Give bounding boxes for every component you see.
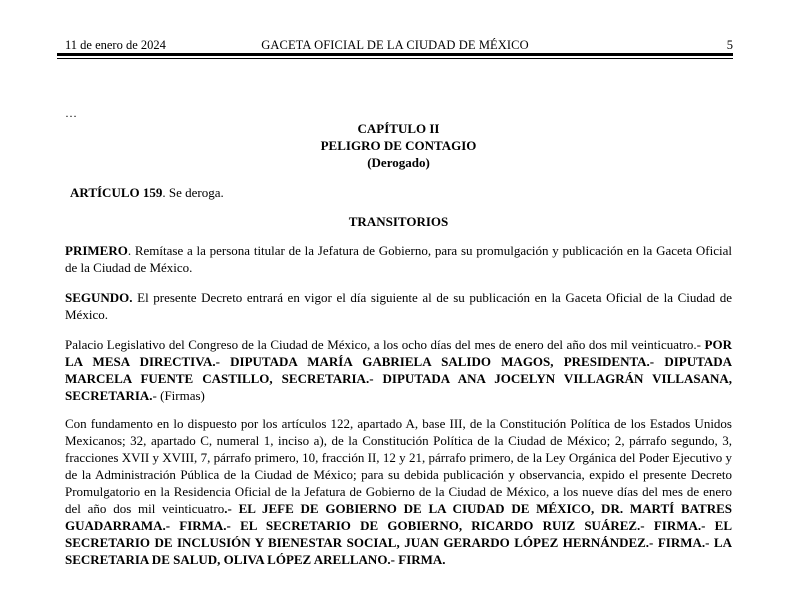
header-rule-thin <box>57 58 733 59</box>
article-text: . Se deroga. <box>162 185 224 200</box>
header-date: 11 de enero de 2024 <box>65 38 166 52</box>
chapter-heading <box>65 120 732 171</box>
header-publication-title: GACETA OFICIAL DE LA CIUDAD DE MÉXICO <box>261 38 529 52</box>
palacio-text: Palacio Legislativo del Congreso de la Ciudad de México, a los ocho días del mes de enero del año dos mil veinticuatro.- <box>65 337 705 352</box>
transitorio-primero <box>65 242 732 276</box>
primero-text: . Remítase a la persona titular de la Jefatura de Gobierno, para su promulgación y publicación en la Gaceta Oficial de la Ciudad de México. <box>65 243 732 275</box>
segundo-label: SEGUNDO. <box>65 290 133 305</box>
chapter-title: PELIGRO DE CONTAGIO <box>320 138 477 153</box>
fundamento-signatories: .- EL JEFE DE GOBIERNO DE LA CIUDAD DE MÉXICO, DR. MARTÍ BATRES GUADARRAMA.- FIRMA.- EL SECRETARIO DE GOBIERNO, RICARDO RUIZ SUÁREZ.- FIRMA.- EL SECRETARIO DE INCLUSIÓN Y BIENESTAR SOCIAL, JUAN GERARDO LÓPEZ HERNÁNDEZ.- FIRMA.- LA SECRETARIA DE SALUD, OLIVA LÓPEZ ARELLANO.- FIRMA. <box>65 501 732 567</box>
chapter-number: CAPÍTULO II <box>357 121 440 136</box>
fundamento-text: Con fundamento en lo dispuesto por los artículos 122, apartado A, base III, de la Constitución Política de los Estados Unidos Mexicanos; 32, apartado C, numeral 1, inciso a), de la Constitución Política de la Ciudad de México; 2, párrafo segundo, 3, fracciones XVII y XVIII, 7, párrafo primero, 10, fracción II, 12 y 21, párrafo primero, de la Ley Orgánica del Poder Ejecutivo y de la Administración Pública de la Ciudad de México; para su debida publicación y observancia, expido el presente Decreto Promulgatorio en la Residencia Oficial de la Jefatura de Gobierno de la Ciudad de México, a los nueve días del mes de enero del año dos mil veinticuatro <box>65 416 732 516</box>
header-rule-thick <box>57 53 733 56</box>
palacio-signatories: POR LA MESA DIRECTIVA.- DIPUTADA MARÍA GABRIELA SALIDO MAGOS, PRESIDENTA.- DIPUTADA MARCELA FUENTE CASTILLO, SECRETARIA.- DIPUTADA ANA JOCELYN VILLAGRÁN VILLASANA, SECRETARIA. <box>65 337 732 403</box>
article-label: ARTÍCULO 159 <box>70 185 163 200</box>
fundamento-paragraph <box>65 415 732 568</box>
transitorios-heading: TRANSITORIOS <box>348 214 449 229</box>
primero-label: PRIMERO <box>65 243 128 258</box>
header-page-number: 5 <box>726 38 733 52</box>
palacio-suffix: - (Firmas) <box>152 388 205 403</box>
segundo-text: El presente Decreto entrará en vigor el día siguiente al de su publicación en la Gaceta Oficial de la Ciudad de México. <box>65 290 732 322</box>
transitorio-segundo <box>65 289 732 323</box>
omission-ellipsis: … <box>65 106 78 120</box>
palacio-legislativo-paragraph <box>65 336 732 404</box>
chapter-status: (Derogado) <box>367 155 430 170</box>
article-159 <box>70 184 224 201</box>
